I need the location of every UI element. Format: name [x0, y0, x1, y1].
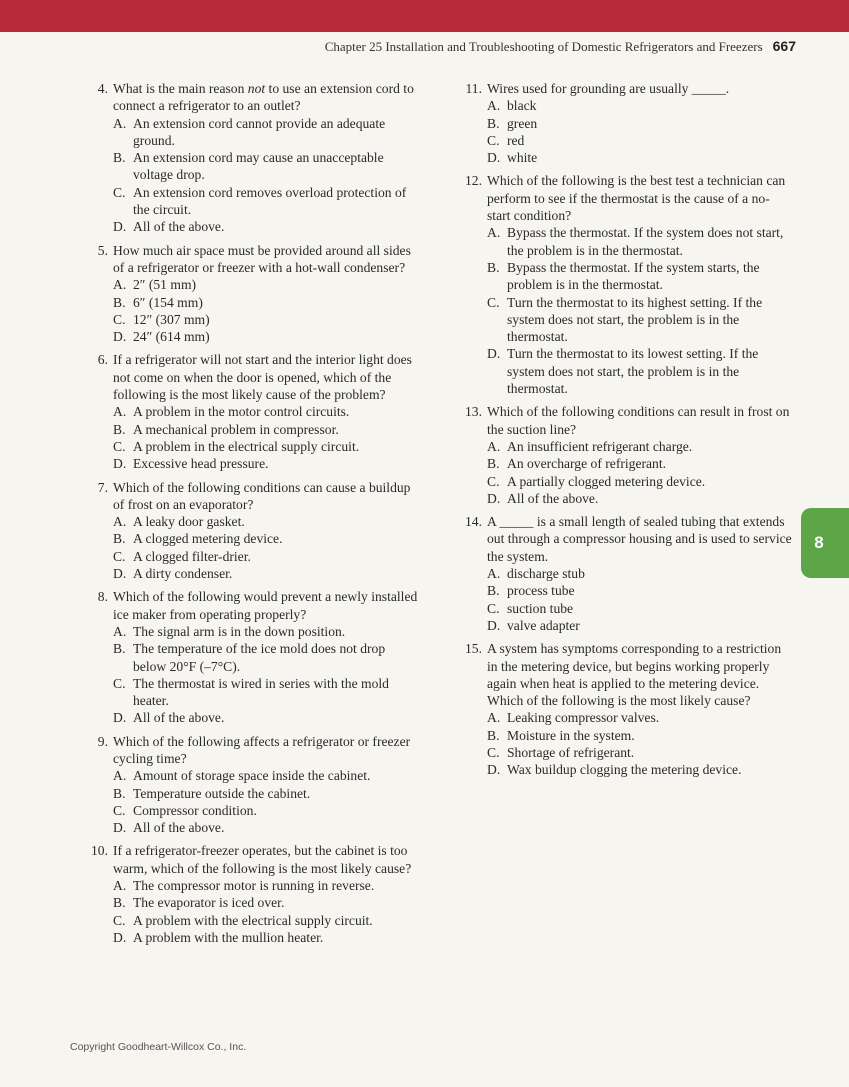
chapter-title: Chapter 25 Installation and Troubleshooting of Domestic Refrigerators and Freezers: [324, 39, 763, 54]
option-text: An extension cord may cause an unacceptable voltage drop.: [133, 150, 384, 183]
option-letter: A.: [113, 514, 127, 530]
option-text: An extension cord cannot provide an adequate ground.: [133, 115, 386, 148]
question-number: 13.: [465, 404, 482, 420]
answer-option: [113, 623, 418, 640]
answer-option: [487, 259, 792, 294]
answer-options: [462, 224, 792, 397]
stem-text: How much air space must be provided around all sides of a refrigerator or freezer with a hot-wall condenser?: [113, 242, 411, 275]
answer-option: [487, 709, 792, 726]
option-letter: C.: [487, 744, 500, 760]
answer-option: [487, 438, 792, 455]
answer-options: [88, 115, 418, 236]
answer-option: [113, 819, 418, 836]
answer-options: [462, 709, 792, 778]
question-4: [88, 80, 418, 236]
option-letter: D.: [113, 929, 127, 945]
stem-text: Wires used for grounding are usually _____.: [487, 81, 730, 96]
question-stem: [462, 172, 792, 224]
option-text: discharge stub: [507, 566, 585, 582]
option-letter: C.: [113, 912, 126, 928]
question-5: [88, 242, 418, 346]
option-letter: B.: [113, 294, 126, 310]
answer-option: [487, 617, 792, 634]
answer-option: [113, 565, 418, 582]
answer-options: [88, 513, 418, 582]
option-letter: A.: [487, 98, 501, 114]
option-text: The thermostat is wired in series with the mold heater.: [133, 675, 389, 709]
option-text: A problem in the electrical supply circuit.: [133, 438, 360, 454]
option-text: All of the above.: [133, 820, 225, 836]
running-head: [0, 38, 796, 55]
question-number: 10.: [91, 843, 108, 859]
question-stem: [88, 80, 418, 115]
answer-option: [113, 709, 418, 726]
option-letter: B.: [487, 115, 500, 131]
question-13: [462, 403, 792, 507]
answer-option: [113, 438, 418, 455]
question-number: 7.: [97, 479, 108, 495]
option-text: red: [507, 132, 525, 148]
option-text: The evaporator is iced over.: [133, 895, 285, 911]
question-stem: [88, 588, 418, 623]
answer-option: [113, 149, 418, 184]
stem-text: Which of the following conditions can cause a buildup of frost on an evaporator?: [113, 479, 411, 512]
option-text: A clogged filter-drier.: [133, 548, 251, 564]
question-number: 11.: [465, 81, 482, 96]
answer-option: [113, 640, 418, 675]
answer-option: [113, 311, 418, 328]
option-letter: C.: [113, 184, 126, 200]
stem-text: Which of the following conditions can result in frost on the suction line?: [487, 404, 790, 437]
copyright-footer: Copyright Goodheart-Willcox Co., Inc.: [70, 1041, 247, 1053]
answer-options: [88, 877, 418, 946]
question-7: [88, 479, 418, 583]
option-text: The temperature of the ice mold does not drop below 20°F (–7°C).: [133, 641, 386, 674]
answer-option: [113, 530, 418, 547]
option-text: black: [507, 98, 537, 114]
answer-option: [487, 600, 792, 617]
option-text: All of the above.: [507, 490, 599, 506]
option-letter: D.: [113, 710, 127, 726]
question-stem: [88, 733, 418, 768]
question-15: [462, 640, 792, 778]
option-letter: A.: [487, 566, 501, 582]
answer-option: [487, 490, 792, 507]
option-text: A mechanical problem in compressor.: [133, 421, 339, 437]
question-stem: [462, 80, 792, 97]
question-number: 4.: [97, 81, 108, 96]
option-text: Turn the thermostat to its highest setting. If the system does not start, the problem is in the thermostat.: [507, 294, 763, 345]
option-text: A problem with the mullion heater.: [133, 929, 324, 945]
option-text: All of the above.: [133, 219, 225, 235]
option-text: A clogged metering device.: [133, 531, 283, 547]
right-column: [462, 80, 792, 785]
question-number: 15.: [465, 641, 482, 657]
option-letter: A.: [487, 225, 501, 241]
stem-text: What is the main reason: [113, 81, 248, 96]
answer-option: [487, 565, 792, 582]
option-text: 12″ (307 mm): [133, 311, 210, 327]
question-number: 14.: [465, 514, 482, 530]
answer-option: [113, 328, 418, 345]
option-text: Bypass the thermostat. If the system does not start, the problem is in the thermostat.: [507, 225, 784, 258]
option-letter: B.: [487, 727, 500, 743]
question-stem: [462, 640, 792, 709]
option-text: Excessive head pressure.: [133, 456, 269, 472]
question-number: 5.: [97, 242, 108, 258]
answer-option: [487, 115, 792, 132]
answer-option: [113, 912, 418, 929]
answer-option: [487, 473, 792, 490]
answer-options: [88, 276, 418, 345]
option-text: white: [507, 150, 538, 166]
option-letter: B.: [113, 421, 126, 437]
answer-option: [487, 744, 792, 761]
option-letter: C.: [487, 473, 500, 489]
option-text: Amount of storage space inside the cabinet.: [133, 768, 371, 784]
option-letter: A.: [487, 438, 501, 454]
answer-option: [113, 802, 418, 819]
question-8: [88, 588, 418, 726]
left-column: [88, 80, 418, 952]
question-12: [462, 172, 792, 397]
answer-option: [113, 403, 418, 420]
answer-option: [487, 224, 792, 259]
option-letter: A.: [113, 115, 127, 131]
option-letter: D.: [113, 566, 127, 582]
answer-option: [487, 149, 792, 166]
stem-italic-text: not: [247, 81, 266, 96]
stem-text: If a refrigerator-freezer operates, but the cabinet is too warm, which of the following is the most likely cause?: [113, 843, 412, 876]
top-color-bar: [0, 0, 849, 32]
answer-option: [113, 877, 418, 894]
stem-text: Which of the following is the best test a technician can perform to see if the thermostat is the cause of a no-start condition?: [487, 173, 786, 224]
option-letter: B.: [113, 785, 126, 801]
stem-text: to use an extension cord to connect a refrigerator to an outlet?: [113, 81, 414, 114]
answer-option: [487, 132, 792, 149]
question-stem: [88, 842, 418, 877]
stem-text: If a refrigerator will not start and the interior light does not come on when the door is opened, which of the following is the most likely cause of the problem?: [113, 352, 412, 403]
option-text: 24″ (614 mm): [133, 329, 210, 345]
answer-option: [487, 97, 792, 114]
option-letter: A.: [113, 277, 127, 293]
option-text: The compressor motor is running in reverse.: [133, 878, 375, 894]
option-letter: D.: [487, 346, 501, 362]
question-stem: [462, 403, 792, 438]
question-stem: [462, 513, 792, 565]
question-10: [88, 842, 418, 946]
option-letter: B.: [487, 456, 500, 472]
answer-options: [462, 565, 792, 634]
answer-options: [88, 403, 418, 472]
option-letter: D.: [113, 219, 127, 235]
answer-option: [113, 276, 418, 293]
option-text: A problem with the electrical supply circuit.: [133, 912, 373, 928]
option-text: The signal arm is in the down position.: [133, 623, 346, 639]
question-6: [88, 351, 418, 472]
option-text: An overcharge of refrigerant.: [507, 456, 667, 472]
answer-option: [113, 421, 418, 438]
question-number: 8.: [97, 589, 108, 605]
option-text: A leaky door gasket.: [133, 514, 245, 530]
option-letter: A.: [113, 878, 127, 894]
option-text: suction tube: [507, 600, 574, 616]
answer-option: [113, 767, 418, 784]
question-stem: [88, 479, 418, 514]
question-number: 9.: [97, 733, 108, 749]
option-letter: B.: [113, 895, 126, 911]
answer-option: [113, 513, 418, 530]
option-letter: D.: [487, 150, 501, 166]
option-letter: D.: [487, 762, 501, 778]
answer-option: [113, 184, 418, 219]
option-text: Compressor condition.: [133, 802, 257, 818]
option-letter: A.: [113, 768, 127, 784]
option-text: valve adapter: [507, 617, 580, 633]
option-letter: B.: [113, 150, 126, 166]
question-number: 12.: [465, 173, 482, 189]
option-text: Temperature outside the cabinet.: [133, 785, 311, 801]
option-text: Bypass the thermostat. If the system starts, the problem is in the thermostat.: [507, 259, 760, 293]
answer-option: [113, 294, 418, 311]
option-text: Turn the thermostat to its lowest setting. If the system does not start, the problem is in the thermostat.: [507, 346, 759, 397]
option-text: green: [507, 115, 538, 131]
option-text: An extension cord removes overload protection of the circuit.: [133, 184, 407, 218]
answer-options: [462, 97, 792, 166]
answer-options: [462, 438, 792, 507]
option-letter: C.: [487, 294, 500, 310]
option-letter: C.: [113, 548, 126, 564]
option-letter: A.: [487, 710, 501, 726]
answer-option: [113, 929, 418, 946]
answer-option: [487, 727, 792, 744]
answer-option: [113, 548, 418, 565]
answer-option: [113, 785, 418, 802]
option-text: process tube: [507, 583, 575, 599]
answer-option: [113, 115, 418, 150]
option-text: Wax buildup clogging the metering device.: [507, 762, 742, 778]
option-letter: B.: [487, 583, 500, 599]
question-14: [462, 513, 792, 634]
answer-option: [113, 675, 418, 710]
option-letter: C.: [113, 802, 126, 818]
option-letter: D.: [113, 820, 127, 836]
option-text: A partially clogged metering device.: [507, 473, 706, 489]
option-text: 6″ (154 mm): [133, 294, 203, 310]
option-letter: C.: [487, 132, 500, 148]
option-letter: D.: [113, 456, 127, 472]
answer-options: [88, 767, 418, 836]
option-text: Shortage of refrigerant.: [507, 744, 635, 760]
question-stem: [88, 242, 418, 277]
answer-option: [487, 455, 792, 472]
answer-options: [88, 623, 418, 727]
answer-option: [487, 582, 792, 599]
option-text: A dirty condenser.: [133, 566, 233, 582]
answer-option: [487, 294, 792, 346]
answer-option: [113, 894, 418, 911]
option-text: All of the above.: [133, 710, 225, 726]
option-letter: D.: [487, 617, 501, 633]
option-text: An insufficient refrigerant charge.: [507, 438, 693, 454]
option-letter: D.: [113, 329, 127, 345]
option-letter: D.: [487, 490, 501, 506]
option-letter: A.: [113, 404, 127, 420]
section-tab: 8: [801, 508, 849, 578]
option-letter: C.: [113, 675, 126, 691]
stem-text: A _____ is a small length of sealed tubing that extends out through a compressor housing and is used to service the system.: [487, 514, 792, 564]
option-letter: C.: [113, 438, 126, 454]
page-number: 667: [772, 38, 796, 54]
option-text: Moisture in the system.: [507, 727, 635, 743]
question-stem: [88, 351, 418, 403]
option-text: 2″ (51 mm): [133, 277, 197, 293]
option-letter: B.: [113, 641, 126, 657]
answer-option: [487, 345, 792, 397]
stem-text: Which of the following affects a refrigerator or freezer cycling time?: [113, 733, 411, 766]
question-11: [462, 80, 792, 166]
answer-option: [113, 455, 418, 472]
answer-option: [487, 761, 792, 778]
option-letter: C.: [113, 311, 126, 327]
option-text: Leaking compressor valves.: [507, 710, 660, 726]
option-letter: C.: [487, 600, 500, 616]
option-letter: B.: [487, 259, 500, 275]
answer-option: [113, 218, 418, 235]
question-9: [88, 733, 418, 837]
option-text: A problem in the motor control circuits.: [133, 404, 350, 420]
stem-text: Which of the following would prevent a newly installed ice maker from operating properly?: [113, 589, 418, 622]
question-number: 6.: [97, 352, 108, 368]
stem-text: A system has symptoms corresponding to a restriction in the metering device, but begins working properly again when heat is applied to the metering device. Which of the following is the most likely cause?: [487, 641, 782, 709]
option-letter: B.: [113, 531, 126, 547]
option-letter: A.: [113, 623, 127, 639]
